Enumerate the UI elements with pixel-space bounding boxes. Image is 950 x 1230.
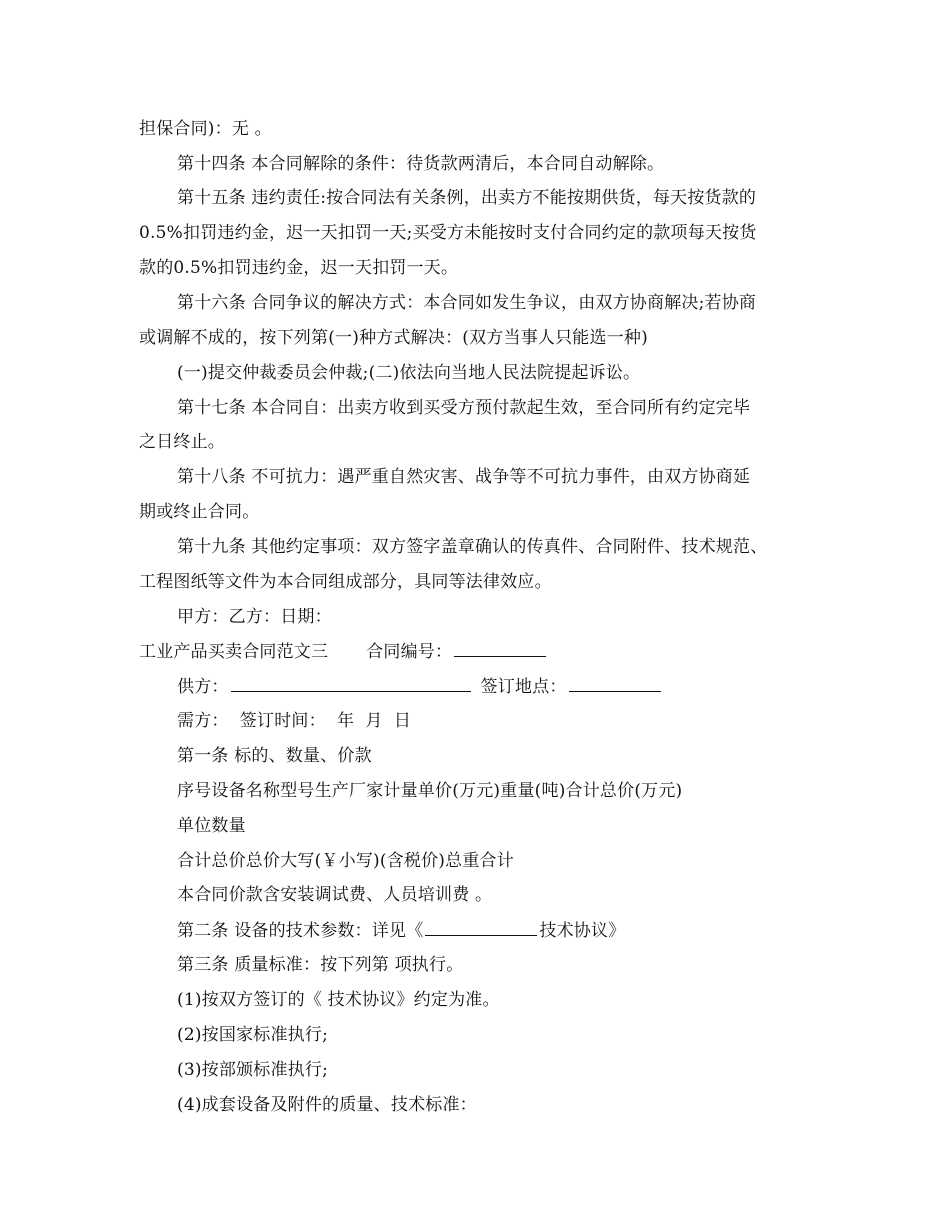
list-item: (4)成套设备及附件的质量、技术标准： bbox=[177, 1095, 477, 1115]
buyer-line: 需方： 签订时间： 年 月 日 bbox=[177, 711, 412, 731]
clause-15: 第十五条 违约责任:按合同法有关条例，出卖方不能按期供货，每天按货款的 bbox=[177, 188, 757, 208]
supplier-label: 供方： bbox=[177, 677, 229, 697]
text-line: 工程图纸等文件为本合同组成部分，具同等法律效应。 bbox=[139, 572, 552, 592]
clause-17: 第十七条 本合同自：出卖方收到买受方预付款起生效，至合同所有约定完毕 bbox=[177, 398, 751, 418]
list-item: (1)按双方签订的《 技术协议》约定为准。 bbox=[177, 990, 500, 1010]
article-2 bbox=[177, 919, 625, 942]
contract-number-label: 合同编号： bbox=[366, 642, 453, 662]
contract-title: 工业产品买卖合同范文三 bbox=[139, 642, 329, 662]
text-line: 0.5%扣罚违约金，迟一天扣罚一天;买受方未能按时支付合同约定的款项每天按货 bbox=[139, 223, 757, 243]
section-heading bbox=[139, 640, 548, 663]
clause-18: 第十八条 不可抗力：遇严重自然灾害、战争等不可抗力事件，由双方协商延 bbox=[177, 467, 751, 487]
article-2-suffix: 技术协议》 bbox=[539, 921, 626, 941]
list-item: (2)按国家标准执行; bbox=[177, 1025, 329, 1045]
text-line: 合计总价总价大写(￥小写)(含税价)总重合计 bbox=[177, 851, 514, 871]
text-line: 之日终止。 bbox=[139, 432, 225, 452]
clause-19: 第十九条 其他约定事项：双方签字盖章确认的传真件、合同附件、技术规范、 bbox=[177, 537, 768, 557]
article-2-text: 第二条 设备的技术参数：详见《 bbox=[177, 921, 424, 941]
text-line: 单位数量 bbox=[177, 816, 246, 836]
clause-16: 第十六条 合同争议的解决方式：本合同如发生争议，由双方协商解决;若协商 bbox=[177, 293, 757, 313]
supplier-line bbox=[177, 675, 663, 698]
table-header-line: 序号设备名称型号生产厂家计量单价(万元)重量(吨)合计总价(万元) bbox=[177, 781, 683, 801]
contract-number-blank bbox=[454, 640, 546, 657]
list-item: (3)按部颁标准执行; bbox=[177, 1060, 329, 1080]
text-line: 款的0.5%扣罚违约金，迟一天扣罚一天。 bbox=[139, 258, 459, 278]
supplier-blank bbox=[231, 675, 471, 692]
text-line: 担保合同)：无 。 bbox=[139, 119, 272, 139]
article-3: 第三条 质量标准：按下列第 项执行。 bbox=[177, 955, 464, 975]
text-line: 或调解不成的，按下列第(一)种方式解决：(双方当事人只能选一种) bbox=[139, 328, 648, 348]
sign-place-blank bbox=[569, 675, 661, 692]
tech-agreement-blank bbox=[425, 919, 537, 936]
sign-place-label: 签订地点： bbox=[480, 677, 567, 697]
text-line: 期或终止合同。 bbox=[139, 502, 260, 522]
text-line: 本合同价款含安装调试费、人员培训费 。 bbox=[177, 885, 493, 905]
signature-line: 甲方：乙方：日期： bbox=[177, 607, 332, 627]
text-line: (一)提交仲裁委员会仲裁;(二)依法向当地人民法院提起诉讼。 bbox=[177, 363, 641, 383]
clause-14: 第十四条 本合同解除的条件：待货款两清后，本合同自动解除。 bbox=[177, 154, 665, 174]
article-1: 第一条 标的、数量、价款 bbox=[177, 746, 372, 766]
